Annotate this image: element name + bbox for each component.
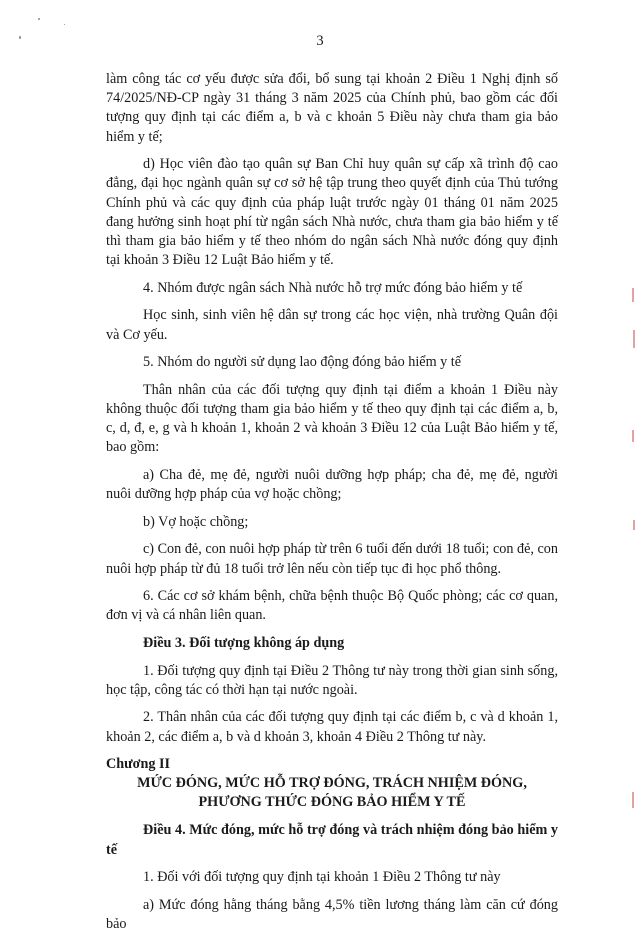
paragraph: Thân nhân của các đối tượng quy định tại điểm a khoản 1 Điều này không thuộc đối tượng tham gia bảo hiểm y tế theo quy định tại các điểm a, b, c, d, đ, e, g và h khoản 1, khoản 2 và khoản 3 Điều 12 của Luật Bảo hiểm y tế, bao gồm: — [106, 381, 558, 456]
paragraph: 1. Đối tượng quy định tại Điều 2 Thông tư này trong thời gian sinh sống, học tập, công tác có thời hạn tại nước ngoài. — [106, 662, 558, 698]
paragraph-group — [106, 70, 558, 747]
paragraph: b) Vợ hoặc chồng; — [143, 513, 249, 530]
paragraph: a) Mức đóng hằng tháng bằng 4,5% tiền lương tháng làm căn cứ đóng bảo — [106, 896, 558, 932]
paragraph: 2. Thân nhân của các đối tượng quy định tại các điểm b, c và d khoản 1, khoản 2, các điểm a, b và d khoản 3, khoản 4 Điều 2 Thông tư này. — [106, 709, 558, 745]
page-number: 3 — [316, 33, 324, 49]
scan-edge-mark — [632, 430, 634, 442]
chapter-title: MỨC ĐÓNG, MỨC HỖ TRỢ ĐÓNG, TRÁCH NHIỆM ĐÓNG, PHƯƠNG THỨC ĐÓNG BẢO HIỂM Y TẾ — [137, 775, 527, 810]
paragraph: 1. Đối với đối tượng quy định tại khoản 1 Điều 2 Thông tư này — [143, 869, 501, 886]
scan-speck — [38, 18, 40, 20]
paragraph: 6. Các cơ sở khám bệnh, chữa bệnh thuộc Bộ Quốc phòng; các cơ quan, đơn vị và cá nhân liên quan. — [106, 588, 558, 624]
article-heading: Điều 4. Mức đóng, mức hỗ trợ đóng và trách nhiệm đóng bảo hiểm y tế — [106, 822, 558, 858]
paragraph: c) Con đẻ, con nuôi hợp pháp từ trên 6 tuổi đến dưới 18 tuổi; con đẻ, con nuôi hợp pháp từ đủ 18 tuổi trở lên nếu còn tiếp tục đi học phổ thông. — [106, 541, 558, 577]
chapter-label: Chương II — [106, 756, 171, 773]
paragraph: 4. Nhóm được ngân sách Nhà nước hỗ trợ mức đóng bảo hiểm y tế — [143, 279, 523, 296]
scan-edge-mark — [632, 288, 634, 302]
paragraph: 5. Nhóm do người sử dụng lao động đóng bảo hiểm y tế — [143, 354, 462, 371]
scan-edge-mark — [632, 792, 634, 808]
scan-edge-mark — [633, 330, 635, 348]
paragraph: d) Học viên đào tạo quân sự Ban Chỉ huy quân sự cấp xã trình độ cao đẳng, đại học ngành quân sự cơ sở hệ tập trung theo quyết định của Thủ tướng Chính phủ và các quy định của pháp luật trước ngày 01 tháng 01 năm 2025 đang hưởng sinh hoạt phí từ ngân sách Nhà nước, chưa tham gia bảo hiểm y tế thì tham gia bảo hiểm y tế theo nhóm do ngân sách Nhà nước đóng quy định tại khoản 3 Điều 12 Luật Bảo hiểm y tế. — [106, 156, 558, 269]
paragraph: làm công tác cơ yếu được sửa đổi, bổ sung tại khoản 2 Điều 1 Nghị định số 74/2025/NĐ-CP ngày 31 tháng 3 năm 2025 của Chính phủ, bao gồm các đối tượng quy định tại các điểm a, b và c khoản 5 Điều này chưa tham gia bảo hiểm y tế; — [106, 71, 558, 145]
scan-edge-mark — [633, 520, 635, 530]
paragraph: a) Cha đẻ, mẹ đẻ, người nuôi dưỡng hợp pháp; cha đẻ, mẹ đẻ, người nuôi dưỡng hợp pháp của vợ hoặc chồng; — [106, 467, 558, 503]
paragraph: Học sinh, sinh viên hệ dân sự trong các học viện, nhà trường Quân đội và Cơ yếu. — [106, 307, 558, 343]
article-heading: Điều 3. Đối tượng không áp dụng — [143, 634, 345, 651]
paragraph-group — [106, 821, 558, 934]
scan-speck — [64, 24, 65, 25]
document-body — [106, 70, 558, 943]
